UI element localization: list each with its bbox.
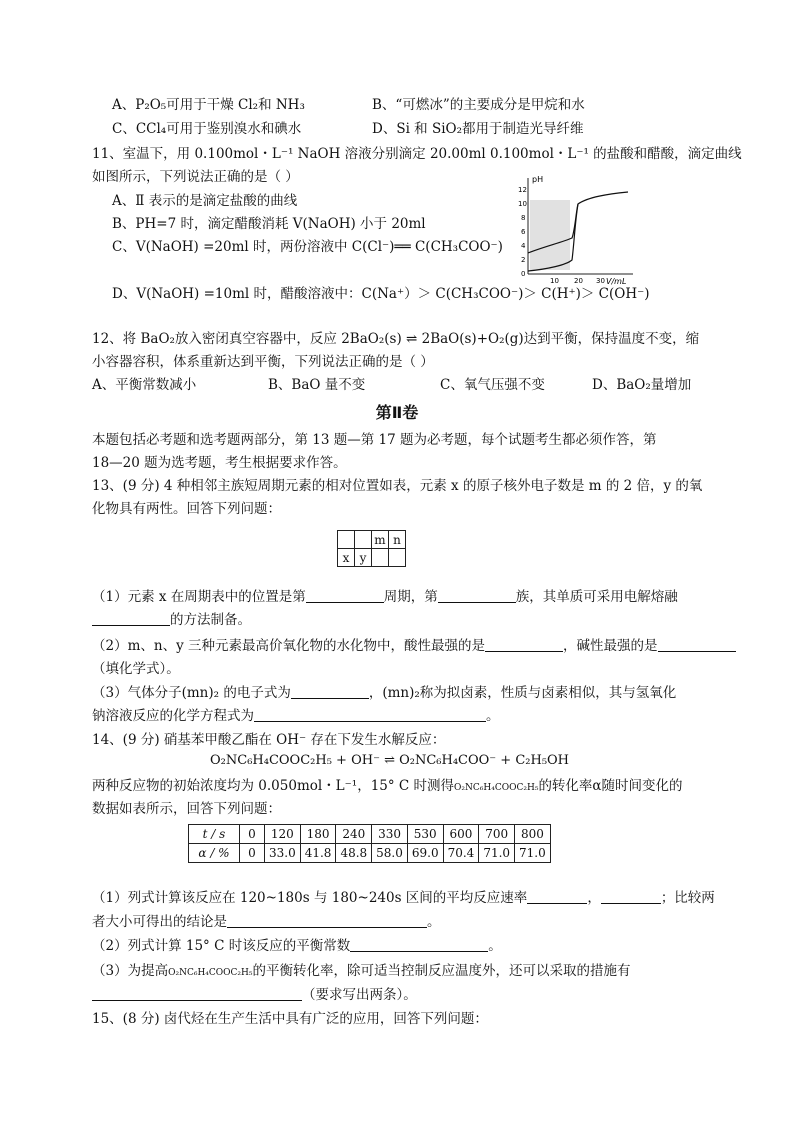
- intro-line-2: 18—20 题为选考题，考生根据要求作答。: [92, 455, 347, 471]
- q14-p1c: ；比较两: [660, 890, 715, 906]
- table-cell: 600: [443, 825, 479, 844]
- q13-part3-line2: [92, 707, 500, 725]
- option-10a: A、P₂O₅可用于干燥 Cl₂和 NH₃: [112, 97, 305, 113]
- q13-part1-line2: [92, 611, 251, 629]
- q14-part3-line2: [92, 986, 417, 1004]
- table-cell: 0: [240, 844, 265, 863]
- option-11c: C、V(NaOH) =20ml 时，两份溶液中 C(Cl⁻)══ C(CH₃COO⁻): [112, 239, 503, 255]
- q14-part1-line2: [92, 913, 441, 931]
- table-cell: 120: [265, 825, 301, 844]
- answer-blank[interactable]: [601, 889, 661, 904]
- answer-blank[interactable]: [92, 611, 170, 626]
- q14-line3: 数据如表所示，回答下列问题：: [92, 801, 281, 817]
- q13-p1d: 的方法制备。: [170, 612, 251, 628]
- option-11a: A、Ⅱ 表示的是滴定盐酸的曲线: [112, 193, 298, 209]
- answer-blank[interactable]: [485, 637, 563, 652]
- table-cell: [355, 531, 372, 549]
- q13-stem-2: 化物具有两性。回答下列问题：: [92, 501, 281, 517]
- option-10b: B、“可燃冰”的主要成分是甲烷和水: [372, 97, 585, 113]
- table-cell: [338, 531, 355, 549]
- table-cell: 70.4: [443, 844, 479, 863]
- q14-p1d: 者大小可得出的结论是: [92, 914, 227, 930]
- table-cell: 71.0: [479, 844, 515, 863]
- y-tick-4: 4: [521, 242, 526, 250]
- option-10d: D、Si 和 SiO₂都用于制造光导纤维: [372, 121, 584, 137]
- q14-p3a: （3）为提高: [92, 963, 169, 979]
- table-cell: 700: [479, 825, 515, 844]
- option-10c: C、CCl₄可用于鉴别溴水和碘水: [112, 121, 302, 137]
- table-cell: t / s: [189, 825, 240, 844]
- y-tick-0: 0: [521, 270, 526, 278]
- intro-line-1: 本题包括必考题和选考题两部分，第 13 题—第 17 题为必考题，每个试题考生都必须作答，第: [92, 432, 657, 448]
- chart-watermark: [530, 200, 570, 270]
- q13-part2-line1: [92, 637, 736, 655]
- y-tick-2: 2: [521, 256, 526, 264]
- table-cell: 48.8: [336, 844, 372, 863]
- chart-x-label: V/mL: [606, 277, 627, 285]
- table-cell: 530: [407, 825, 443, 844]
- q13-p3d: 。: [486, 708, 500, 724]
- q14-p1e: 。: [427, 914, 441, 930]
- q14-part3-line1: [92, 962, 631, 982]
- q14-equation: O₂NC₆H₄COOC₂H₅ + OH⁻ ⇌ O₂NC₆H₄COO⁻ + C₂H₅OH: [210, 753, 570, 768]
- q13-p2c: （填化学式）。: [92, 661, 180, 677]
- answer-blank[interactable]: [350, 937, 488, 952]
- q14-compound: O₂NC₆H₄COOC₂H₅: [454, 783, 539, 793]
- q14-p1a: （1）列式计算该反应在 120~180s 与 180~240s 区间的平均反应速率: [92, 890, 528, 906]
- option-12d: D、BaO₂量增加: [592, 377, 692, 393]
- answer-blank[interactable]: [227, 913, 427, 928]
- q12-stem-2: 小容器容积，体系重新达到平衡，下列说法正确的是（ ）: [92, 354, 434, 370]
- table-cell: n: [389, 531, 406, 549]
- q13-p3a: （3）气体分子(mn)₂ 的电子式为: [92, 685, 291, 701]
- q13-p1c: 族，其单质可采用电解熔融: [515, 589, 678, 605]
- q14-line2b: 的转化率α随时间变化的: [538, 778, 683, 794]
- option-12b: B、BaO 量不变: [268, 377, 366, 393]
- table-cell: α / %: [189, 844, 240, 863]
- y-tick-6: 6: [521, 228, 526, 236]
- q13-part3-line1: [92, 684, 676, 702]
- x-tick-30: 30: [596, 277, 605, 285]
- q14-part1-line1: [92, 889, 715, 907]
- q14-stem: 14、(9 分) 硝基苯甲酸乙酯在 OH⁻ 存在下发生水解反应：: [92, 732, 446, 748]
- table-cell: 330: [372, 825, 408, 844]
- q13-p1a: （1）元素 x 在周期表中的位置是第: [92, 589, 306, 605]
- x-tick-10: 10: [550, 277, 559, 285]
- x-tick-20: 20: [574, 277, 583, 285]
- q12-stem-1: 12、将 BaO₂放入密闭真空容器中，反应 2BaO₂(s) ⇌ 2BaO(s)+O₂(g)达到平衡，保持温度不变，缩: [92, 331, 700, 347]
- y-tick-10: 10: [518, 200, 527, 208]
- answer-blank[interactable]: [306, 588, 384, 603]
- table-cell: 71.0: [515, 844, 551, 863]
- q14-line2: [92, 777, 683, 797]
- q11-stem-2: 如图所示，下列说法正确的是（ ）: [92, 169, 299, 185]
- q15-stem: 15、(8 分) 卤代烃在生产生活中具有广泛的应用，回答下列问题：: [92, 1011, 488, 1027]
- option-12a: A、平衡常数减小: [92, 377, 197, 393]
- q14-part2: [92, 937, 502, 955]
- table-cell: 33.0: [265, 844, 301, 863]
- answer-blank[interactable]: [92, 986, 302, 1001]
- table-cell: 41.8: [300, 844, 336, 863]
- answer-blank[interactable]: [291, 684, 369, 699]
- q11-stem-1: 11、室温下，用 0.100mol・L⁻¹ NaOH 溶液分别滴定 20.00ml 0.100mol・L⁻¹ 的盐酸和醋酸，滴定曲线: [92, 146, 742, 162]
- y-tick-12: 12: [518, 186, 527, 194]
- q13-p3c: 钠溶液反应的化学方程式为: [92, 708, 254, 724]
- q14-line2a: 两种反应物的初始浓度均为 0.050mol・L⁻¹，15° C 时测得: [92, 778, 455, 794]
- option-11b: B、PH=7 时，滴定醋酸消耗 V(NaOH) 小于 20ml: [112, 216, 426, 232]
- table-cell: 69.0: [407, 844, 443, 863]
- section-title: 第Ⅱ卷: [375, 403, 419, 422]
- q13-stem-1: 13、(9 分) 4 种相邻主族短周期元素的相对位置如表，元素 x 的原子核外电子数是 m 的 2 倍，y 的氧: [92, 478, 703, 494]
- table-row: [189, 844, 551, 863]
- q14-p3c: （要求写出两条）。: [302, 987, 417, 1003]
- table-row: [189, 825, 551, 844]
- table-cell: 0: [240, 825, 265, 844]
- q13-p3b: ，(mn)₂称为拟卤素，性质与卤素相似，其与氢氧化: [368, 685, 677, 701]
- q14-p3b: 的平衡转化率，除可适当控制反应温度外，还可以采取的措施有: [252, 963, 631, 979]
- option-12c: C、氧气压强不变: [440, 377, 545, 393]
- table-cell: 58.0: [372, 844, 408, 863]
- q14-p1b: ，: [587, 890, 601, 906]
- table-cell: y: [355, 549, 372, 567]
- answer-blank[interactable]: [527, 889, 587, 904]
- q14-compound-2: O₂NC₆H₄COOC₂H₅: [168, 968, 253, 978]
- q14-p2b: 。: [488, 938, 502, 954]
- option-11d: D、V(NaOH) =10ml 时，醋酸溶液中：C(Na⁺）＞ C(CH₃COO⁻)＞ C(H⁺)＞ C(OH⁻): [112, 286, 650, 302]
- element-position-table: [337, 530, 406, 567]
- answer-blank[interactable]: [254, 707, 486, 722]
- q14-p2a: （2）列式计算 15° C 时该反应的平衡常数: [92, 938, 351, 954]
- table-cell: 180: [300, 825, 336, 844]
- conversion-data-table: [188, 824, 551, 863]
- q13-p2b: ，碱性最强的是: [563, 638, 658, 654]
- table-cell: [389, 549, 406, 567]
- q13-p2a: （2）m、n、y 三种元素最高价氧化物的水化物中，酸性最强的是: [92, 638, 486, 654]
- table-cell: m: [372, 531, 389, 549]
- table-cell: [372, 549, 389, 567]
- chart-y-label: pH: [532, 175, 544, 184]
- answer-blank[interactable]: [438, 588, 516, 603]
- q13-p1b: 周期，第: [383, 589, 438, 605]
- answer-blank[interactable]: [658, 637, 736, 652]
- table-cell: 800: [515, 825, 551, 844]
- q13-part1-line1: [92, 588, 678, 606]
- table-cell: 240: [336, 825, 372, 844]
- y-tick-8: 8: [521, 214, 526, 222]
- table-cell: x: [338, 549, 355, 567]
- titration-curve-chart: [508, 170, 653, 285]
